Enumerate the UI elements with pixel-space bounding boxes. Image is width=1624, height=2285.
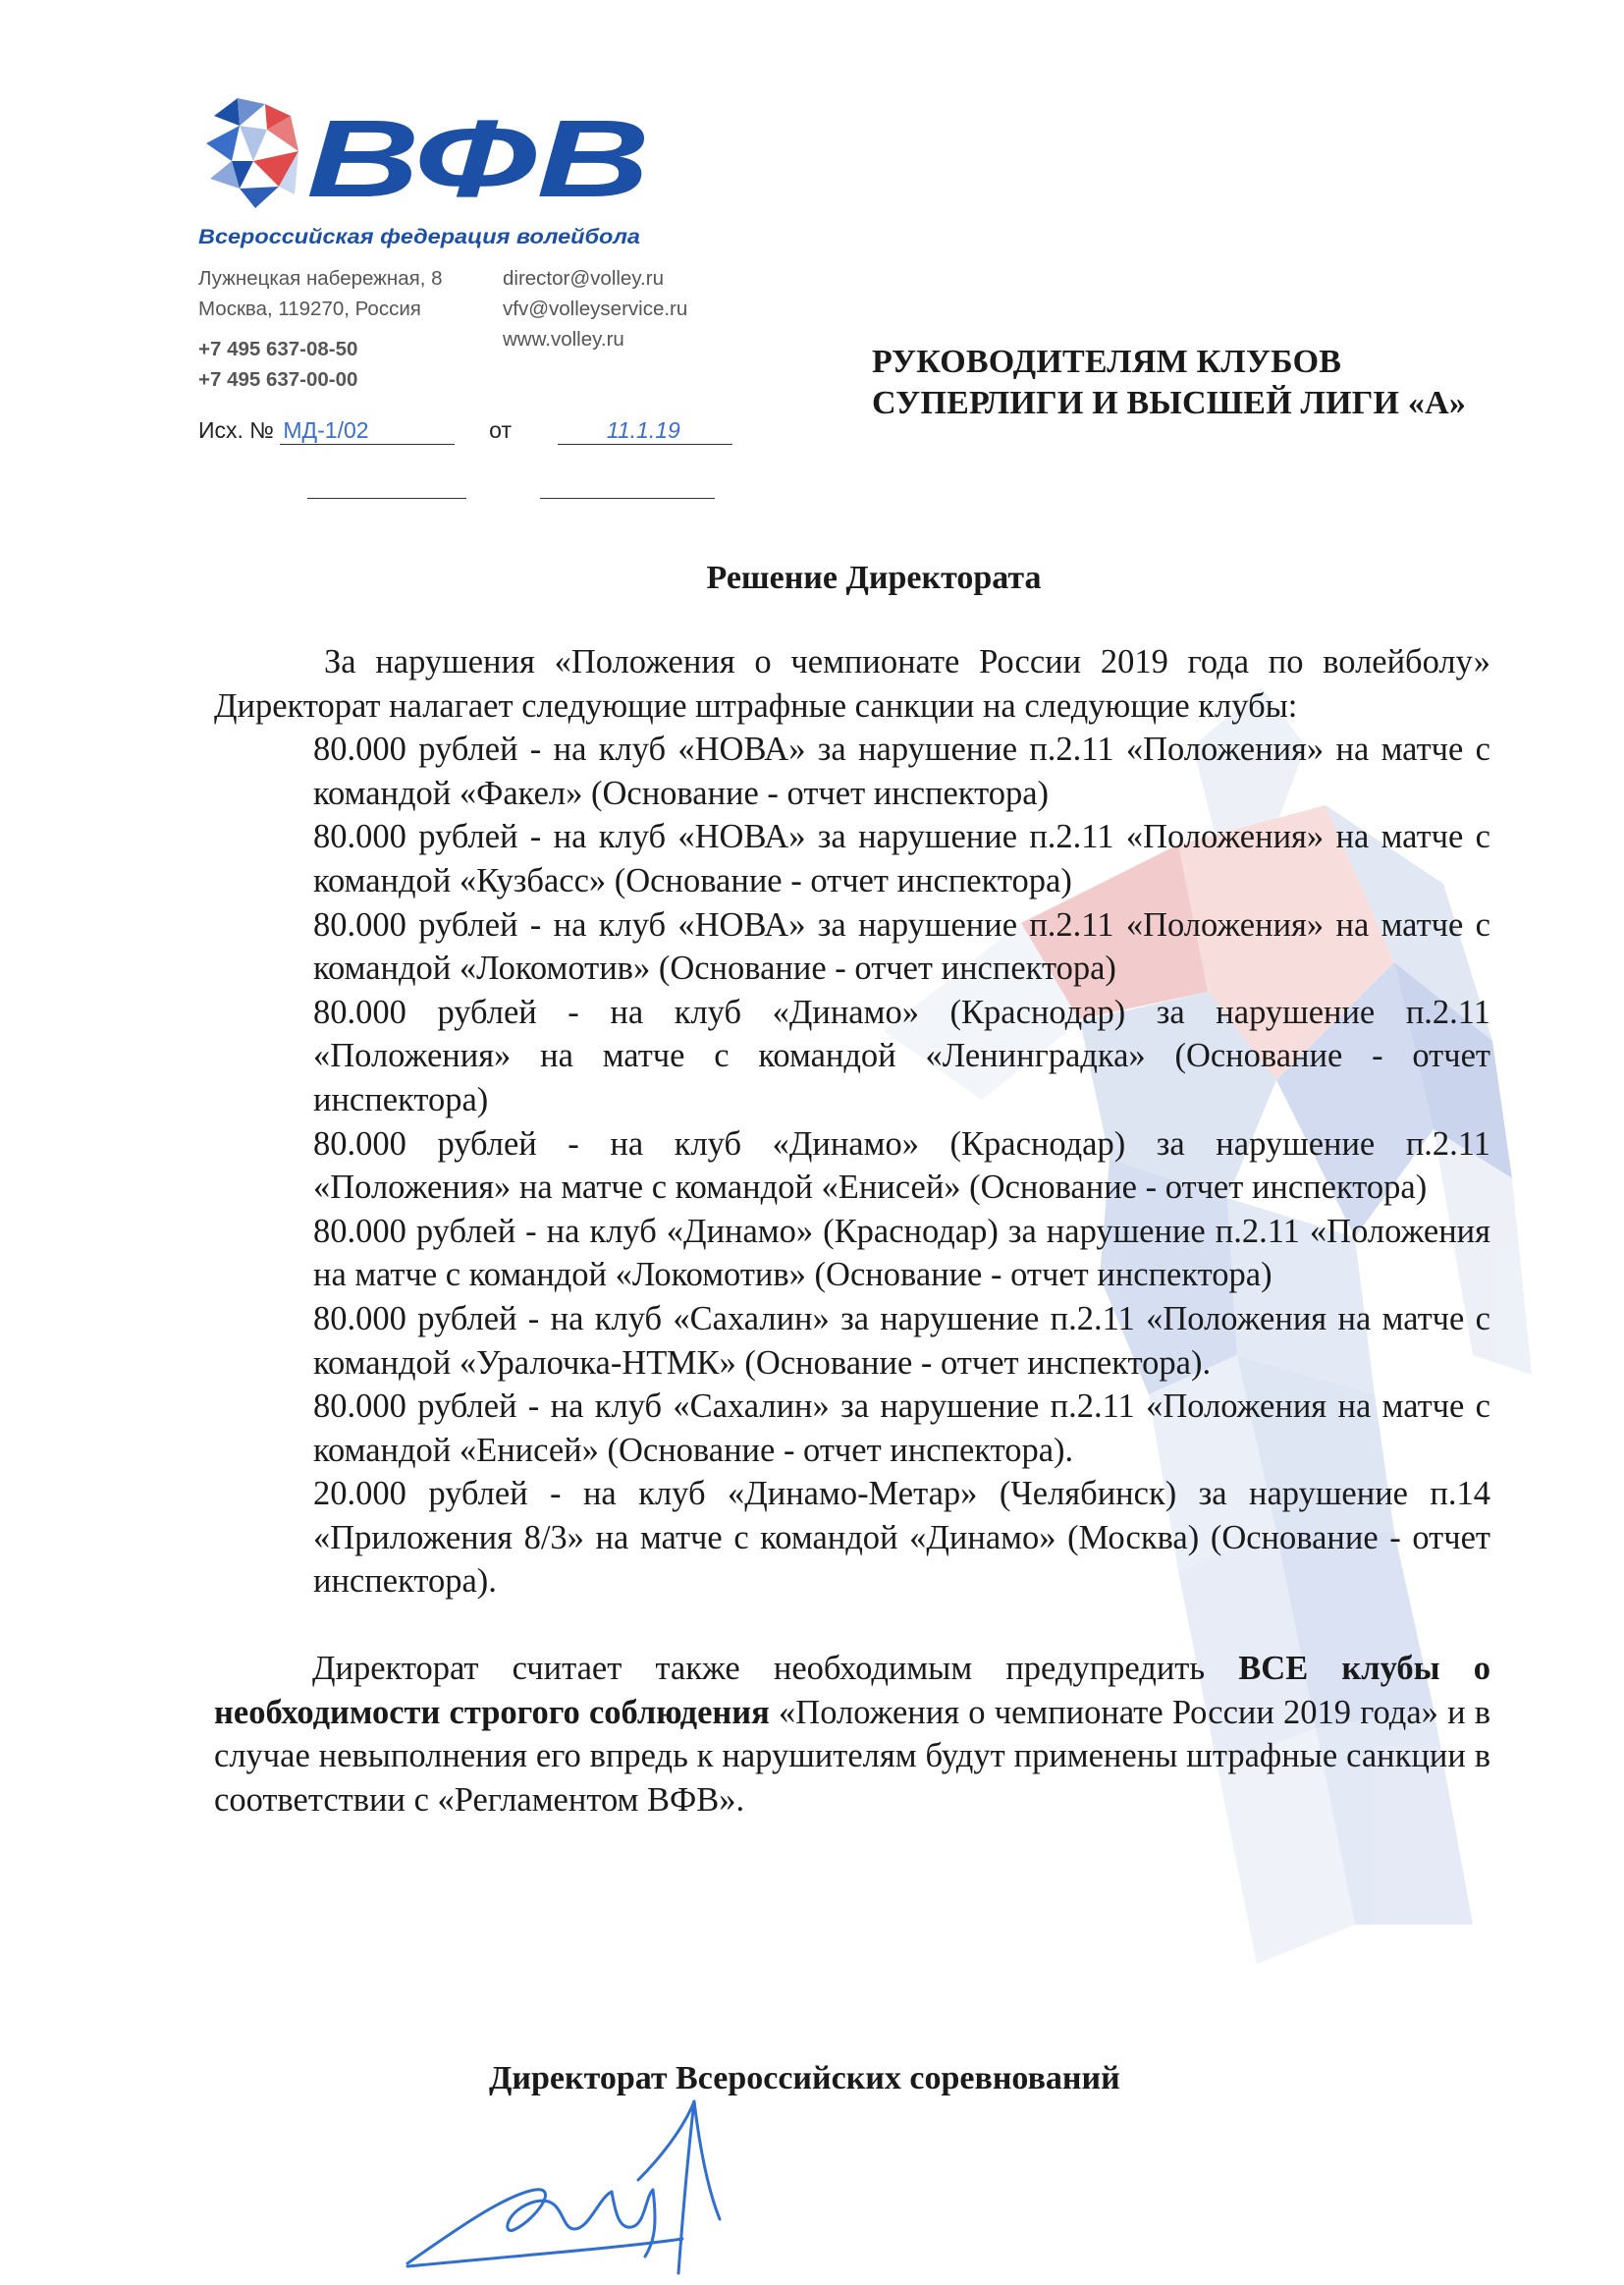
volleyball-triangles-icon — [206, 98, 298, 208]
outgoing-reference — [198, 417, 732, 445]
logo-text: ВФВ — [306, 97, 650, 220]
email-vfv: vfv@volleyservice.ru — [503, 298, 688, 320]
addressee-line: СУПЕРЛИГИ И ВЫСШЕЙ ЛИГИ «А» — [872, 385, 1467, 421]
penalty-item: 80.000 рублей - на клуб «Динамо» (Краснодар) за нарушение п.2.11 «Положения» на матче с командой «Енисей» (Основание - отчет инспектора) — [313, 1124, 1490, 1207]
penalty-item: 80.000 рублей - на клуб «НОВА» за нарушение п.2.11 «Положения» на матче с командой «Кузбасс» (Основание - отчет инспектора) — [313, 818, 1490, 899]
phone-line: +7 495 637-08-50 — [198, 338, 358, 360]
handwritten-signature — [388, 2082, 781, 2278]
penalty-item: 20.000 рублей - на клуб «Динамо-Метар» (Челябинск) за нарушение п.14 «Приложения 8/3» на матче с командой «Динамо» (Москва) (Основание - отчет инспектора). — [313, 1475, 1490, 1601]
ref-label: Исх. № — [198, 417, 274, 443]
ref-date: 11.1.19 — [558, 417, 732, 445]
ref-number: МД-1/02 — [280, 417, 455, 445]
date-label: от — [489, 417, 512, 443]
penalty-item: 80.000 рублей - на клуб «Сахалин» за нарушение п.2.11 «Положения на матче с командой «Енисей» (Основание - отчет инспектора). — [313, 1387, 1490, 1469]
addressee — [872, 342, 1466, 424]
signer-name: Директорат Всероссийских соревнований — [489, 2060, 1120, 2096]
document-body — [214, 640, 1490, 1822]
closing-emphasis: ВСЕ клубы о необходимости строгого соблюдения — [214, 1650, 1491, 1731]
blank-line — [540, 498, 715, 499]
penalty-item: 80.000 рублей - на клуб «Динамо» (Краснодар) за нарушение п.2.11 «Положения» на матче с командой «Ленинградка» (Основание - отчет инспектора) — [313, 993, 1490, 1118]
closing-paragraph: Директорат считает также необходимым предупредить ВСЕ клубы о необходимости строгого соблюдения «Положения о чемпионате России 2019 года» и в случае невыполнения его впредь к нарушителям будут применены штрафные санкции в соответствии с «Регламентом ВФВ». — [214, 1650, 1491, 1819]
penalty-item: 80.000 рублей - на клуб «Динамо» (Краснодар) за нарушение п.2.11 «Положения на матче с командой «Локомотив» (Основание - отчет инспектора) — [313, 1212, 1490, 1294]
penalty-item: 80.000 рублей - на клуб «НОВА» за нарушение п.2.11 «Положения» на матче с командой «Факел» (Основание - отчет инспектора) — [313, 731, 1490, 812]
blank-line — [307, 498, 466, 499]
website: www.volley.ru — [503, 328, 624, 351]
penalty-item: 80.000 рублей - на клуб «НОВА» за нарушение п.2.11 «Положения» на матче с командой «Локомотив» (Основание - отчет инспектора) — [313, 905, 1490, 988]
org-name: Всероссийская федерация волейбола — [198, 226, 641, 248]
intro-paragraph: За нарушения «Положения о чемпионате России 2019 года по волейболу» Директорат налагает следующие штрафные санкции на следующие клубы: — [214, 643, 1490, 725]
penalty-item: 80.000 рублей - на клуб «Сахалин» за нарушение п.2.11 «Положения на матче с командой «Уралочка-НТМК» (Основание - отчет инспектора). — [313, 1299, 1490, 1382]
address-block — [198, 263, 443, 324]
email-block — [503, 263, 687, 354]
address-line: Лужнецкая набережная, 8 — [198, 267, 443, 290]
vfv-logo — [196, 86, 668, 253]
phone-block — [198, 334, 357, 395]
email-director: director@volley.ru — [503, 267, 664, 290]
address-line: Москва, 119270, Россия — [198, 298, 421, 320]
addressee-line: РУКОВОДИТЕЛЯМ КЛУБОВ — [872, 344, 1342, 380]
phone-line: +7 495 637-00-00 — [198, 368, 358, 391]
document-title: Решение Директората — [706, 560, 1042, 596]
